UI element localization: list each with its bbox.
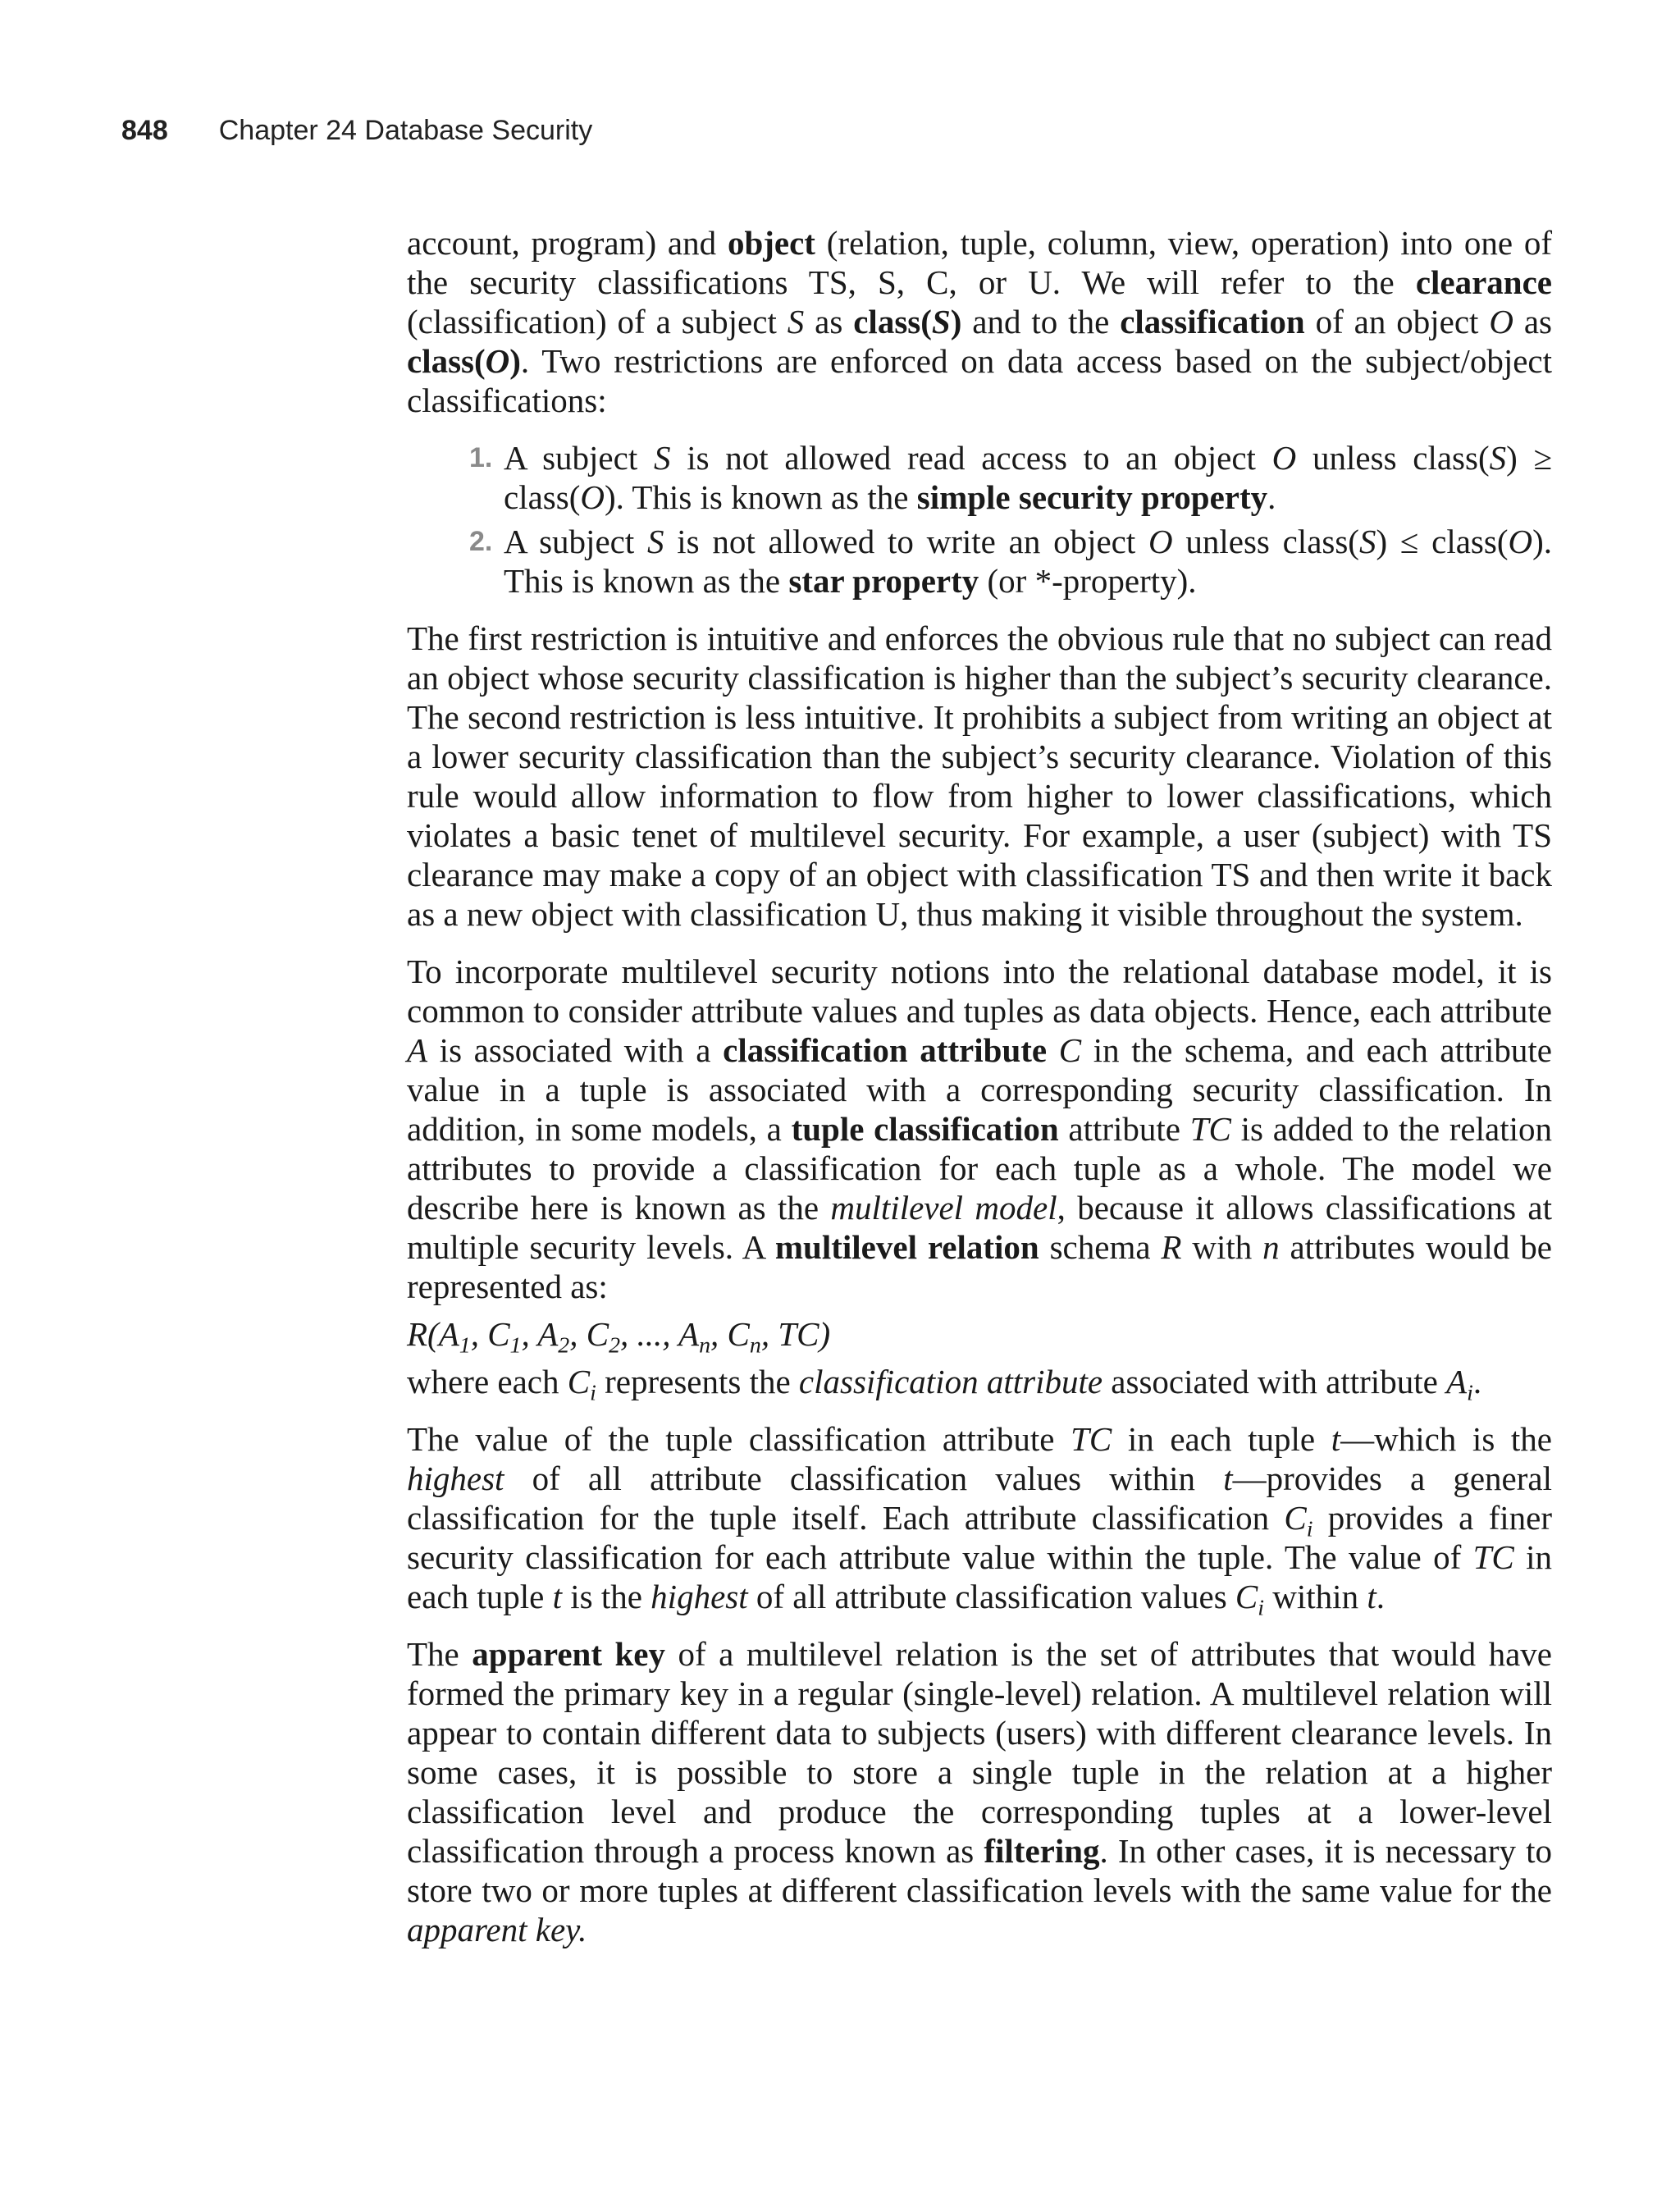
relation-schema-formula: $R(A_1$, $C_1$, $A_2$, $C_2$, ..., $A_n$, $C_n$, TC) <box>407 1315 831 1359</box>
paragraph-6: The apparent key of a multilevel relation is the set of attributes that would have formed the primary key in a regular (single-level) relation. A multilevel relation will appear to contain different data to subjects (users) with different clearance levels. In some cases, it is possible to store a single tuple in the relation at a higher classification level and produce the corresponding tuples at a lower-level classification through a process known as filtering. In other cases, it is necessary to store two or more tuples at different classification levels with the same value for the apparent key. <box>407 1635 1553 1948</box>
list-number: 2. <box>469 526 493 557</box>
body-text <box>407 223 1552 1967</box>
running-head <box>121 115 592 147</box>
paragraph-5: The value of the tuple classification attribute TC in each tuple t—which is the highest of all attribute classification values within t—provides a general classification for the tuple itself. Each attribute classification $C_i$ provides a finer security classification for each attribute value within the tuple. The value of TC in each tuple t is the highest of all attribute classification values $C_i$ within t. <box>407 1420 1552 1621</box>
paragraph-1: account, program) and object (relation, tuple, column, view, operation) into one of the security classifications TS, S, C, or U. We will refer to the clearance (classification) of a subject S as class(S) and to the classification of an object O as class(O). Two restrictions are enforced on data access based on the subject/object classifications: <box>407 224 1553 419</box>
page-number: 848 <box>121 115 168 146</box>
list-item: 1. A subject S is not allowed read access to an object O unless class(S) ≥ class(O). This is known as the simple security property. <box>469 439 1553 516</box>
list-number: 1. <box>469 442 493 473</box>
restrictions-list <box>407 438 1552 601</box>
paragraph-3: To incorporate multilevel security notions into the relational database model, it is common to consider attribute values and tuples as data objects. Hence, each attribute A is associated with a classification attribute C in the schema, and each attribute value in a tuple is associated with a corresponding security classification. In addition, in some models, a tuple classification attribute TC is added to the relation attributes to provide a classification for each tuple as a whole. The model we describe here is known as the multilevel model, because it allows classifications at multiple security levels. A multilevel relation schema R with n attributes would be represented as: <box>407 953 1553 1305</box>
paragraph-4: where each $C_i$ represents the classification attribute associated with attribute $A_i$. <box>407 1363 1482 1406</box>
chapter-title: Chapter 24 Database Security <box>218 115 593 146</box>
list-item: 2. A subject S is not allowed to write an object O unless class(S) ≤ class(O). This is known as the star property (or *-property). <box>469 523 1552 600</box>
paragraph-2: The first restriction is intuitive and enforces the obvious rule that no subject can read an object whose security classification is higher than the subject’s security clearance. The second restriction is less intuitive. It prohibits a subject from writing an object at a lower security classification than the subject’s security clearance. Violation of this rule would allow information to flow from higher to lower classifications, which violates a basic tenet of multilevel security. For example, a user (subject) with TS clearance may make a copy of an object with classification TS and then write it back as a new object with classification U, thus making it visible throughout the system. <box>407 619 1552 933</box>
